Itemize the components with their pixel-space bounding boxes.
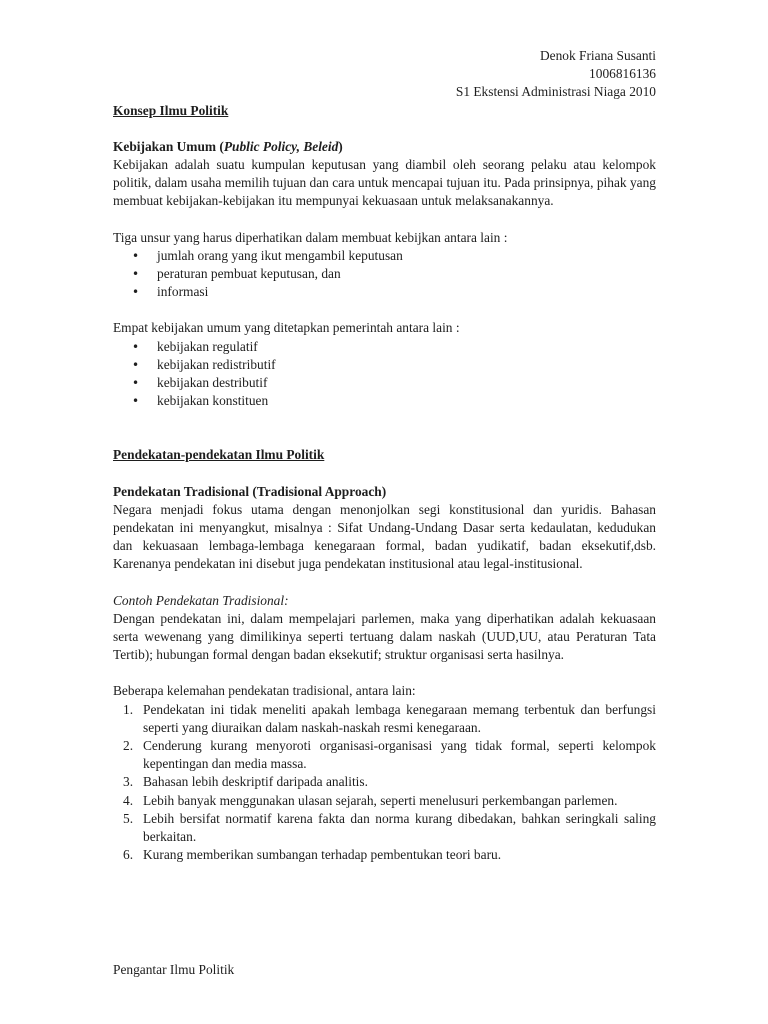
weakness-intro: Beberapa kelemahan pendekatan tradisional, antara lain: [113, 683, 416, 699]
list-item: 1. Pendekatan ini tidak meneliti apakah lembaga kenegaraan memang terbentuk dan berfungsi seperti yang diuraikan dalam naskah-naskah resmi kenegaraan. [123, 701, 656, 735]
list-item: • peraturan pembuat keputusan, dan [113, 265, 656, 283]
list-item: 4. Lebih banyak menggunakan ulasan sejarah, seperti menelusuri perkembangan parlemen. [123, 792, 618, 808]
list-intro-empat-kebijakan: Empat kebijakan umum yang ditetapkan pemerintah antara lain : [113, 320, 460, 336]
list-item: • kebijakan redistributif [113, 356, 656, 374]
list-item: 5. Lebih bersifat normatif karena fakta dan norma kurang dibedakan, bahkan seringkali saling berkaitan. [123, 810, 656, 845]
list-item: • kebijakan konstituen [113, 392, 656, 410]
bullet-list-kebijakan [113, 338, 656, 411]
list-item: • informasi [113, 283, 656, 301]
author-name: Denok Friana Susanti [539, 48, 656, 63]
example-label: Contoh Pendekatan Tradisional: [113, 592, 289, 608]
list-intro-tiga-unsur: Tiga unsur yang harus diperhatikan dalam membuat kebijkan antara lain : [113, 229, 508, 245]
student-id: 1006816136 [589, 66, 656, 82]
subheading-pendekatan-tradisional: Pendekatan Tradisional (Tradisional Approach) [113, 483, 387, 499]
section-title-konsep: Konsep Ilmu Politik [113, 102, 229, 118]
document-header [113, 47, 656, 102]
page-footer: Pengantar Ilmu Politik [113, 962, 235, 977]
paragraph-kebijakan: Kebijakan adalah suatu kumpulan keputusan yang diambil oleh seorang pelaku atau kelompok politik, dalam usaha memilih tujuan dan cara untuk mencapai tujuan itu. Pada prinsipnya, pihak yang membuat kebijakan-kebijakan itu mempunyai kekuasaan untuk melaksanakannya. [113, 156, 656, 209]
list-item: 6. Kurang memberikan sumbangan terhadap pembentukan teori baru. [123, 847, 502, 863]
list-item: • kebijakan destributif [113, 374, 656, 392]
paragraph-pendekatan-tradisional: Negara menjadi fokus utama dengan menonjolkan segi konstitusional dan yuridis. Bahasan pendekatan ini menyangkut, misalnya : Sifat Undang-Undang Dasar serta kedaulatan, kedudukan dan kekuasaan lembaga-lembaga kenegaraan formal, badan yudikatif, badan eksekutif,dsb. Karenanya pendekatan ini disebut juga pendekatan institusional atau legal-institusional. [113, 501, 656, 572]
list-item: 3. Bahasan lebih deskriptif daripada analitis. [123, 774, 368, 790]
paragraph-contoh: Dengan pendekatan ini, dalam mempelajari parlemen, maka yang diperhatikan adalah kekuasaan serta wewenang yang dimilikinya seperti tertuang dalam naskah (UUD,UU, atau Peraturan Tata Tertib); hubungan formal dengan badan eksekutif; struktur organisasi serta hasilnya. [113, 610, 656, 663]
document-page [113, 47, 656, 864]
list-item: • kebijakan regulatif [113, 338, 656, 356]
list-item: • jumlah orang yang ikut mengambil keputusan [113, 247, 656, 265]
list-item: 2. Cenderung kurang menyoroti organisasi-organisasi yang tidak formal, seperti kelompok kepentingan dan media massa. [123, 738, 656, 772]
bullet-list-unsur [113, 247, 656, 302]
program-name: S1 Ekstensi Administrasi Niaga 2010 [455, 84, 656, 100]
numbered-list-kelemahan [113, 701, 656, 865]
subheading-kebijakan-umum: Kebijakan Umum (Public Policy, Beleid) [113, 138, 343, 154]
section-title-pendekatan: Pendekatan-pendekatan Ilmu Politik [113, 447, 325, 463]
